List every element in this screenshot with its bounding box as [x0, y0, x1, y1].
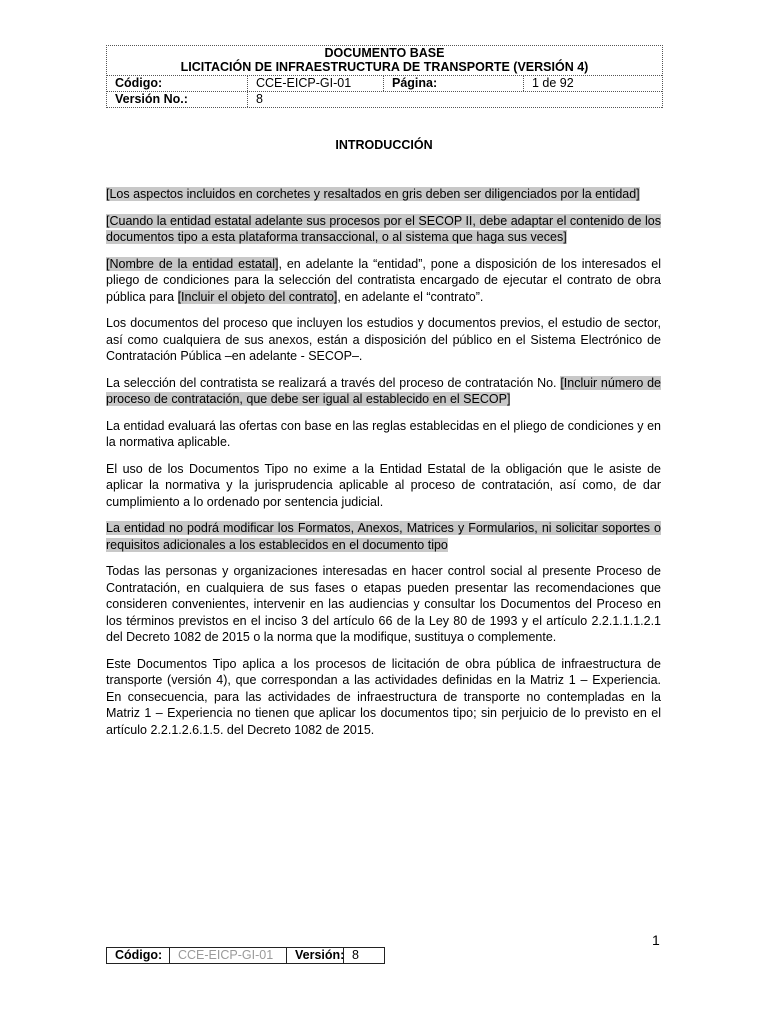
footer-version-label: Versión: [287, 948, 344, 963]
highlight-text: [Incluir el objeto del contrato] [177, 289, 338, 304]
header-row-code [107, 76, 662, 92]
paragraph-text: La selección del contratista se realizará a través del proceso de contratación No. [106, 375, 561, 390]
paragraph-3 [106, 256, 661, 306]
highlight-text: [Nombre de la entidad estatal] [106, 256, 279, 271]
paragraph-8 [106, 520, 661, 553]
version-value: 8 [256, 92, 263, 106]
header-title-line2: LICITACIÓN DE INFRAESTRUCTURA DE TRANSPORTE (VERSIÓN 4) [180, 60, 589, 74]
paragraph-text: , en adelante el “contrato”. [337, 289, 484, 304]
footer-codigo-label: Código: [107, 948, 170, 963]
header-table [106, 45, 663, 108]
paragraph-text: , en adelante la “entidad”, pone a disposición de los interesados el pliego de condiciones para la selección del contratista encargado de ejecutar el contrato de obra pública para [106, 256, 661, 304]
footer-codigo-value: CCE-EICP-GI-01 [170, 948, 287, 963]
paragraph-10: Este Documentos Tipo aplica a los procesos de licitación de obra pública de infraestructura de transporte (versión 4), que correspondan a las actividades definidas en la Matriz 1 – Experiencia. En consecuencia, para las actividades de infraestructura de transporte no contempladas en la Matriz 1 – Experiencia no tienen que aplicar los documentos tipo; sin perjuicio de lo previsto en el artículo 2.2.1.2.6.1.5. del Decreto 1082 de 2015. [106, 656, 661, 737]
footer-table [106, 947, 385, 964]
footer-version-value: 8 [352, 948, 359, 962]
version-label: Versión No.: [107, 92, 248, 107]
paragraph-7: El uso de los Documentos Tipo no exime a la Entidad Estatal de la obligación que le asiste de aplicar la normativa y la jurisprudencia aplicable al proceso de contratación, así como, de dar cumplimiento a lo ordenado por sentencia judicial. [106, 461, 661, 509]
highlight-text: [Incluir número de proceso de contratación, que debe ser igual al establecido en el SECOP] [106, 375, 661, 406]
paragraph-1 [106, 186, 661, 203]
document-body [106, 186, 661, 748]
header-title-line1: DOCUMENTO BASE [324, 46, 445, 60]
codigo-value: CCE-EICP-GI-01 [248, 76, 384, 91]
paragraph-5 [106, 375, 661, 408]
paragraph-2 [106, 213, 661, 246]
pagina-label: Página: [384, 76, 524, 91]
highlight-text: [Los aspectos incluidos en corchetes y resaltados en gris deben ser diligenciados por la entidad] [106, 187, 640, 201]
paragraph-4: Los documentos del proceso que incluyen los estudios y documentos previos, el estudio de sector, así como cualquiera de sus anexos, están a disposición del público en el Sistema Electrónico de Contratación Pública –en adelante - SECOP–. [106, 316, 661, 363]
pagina-value: 1 de 92 [532, 76, 574, 90]
header-title [107, 46, 662, 76]
codigo-label: Código: [107, 76, 248, 91]
header-row-version [107, 92, 662, 108]
paragraph-6: La entidad evaluará las ofertas con base en las reglas establecidas en el pliego de condiciones y en la normativa aplicable. [106, 418, 661, 449]
highlight-text: La entidad no podrá modificar los Formatos, Anexos, Matrices y Formularios, ni solicitar soportes o requisitos adicionales a los establecidos en el documento tipo [106, 521, 661, 552]
section-heading: INTRODUCCIÓN [335, 138, 433, 152]
page-number: 1 [652, 932, 660, 948]
paragraph-9: Todas las personas y organizaciones interesadas en hacer control social al presente Proceso de Contratación, en cualquiera de sus fases o etapas pueden presentar las recomendaciones que consideren convenientes, intervenir en las audiencias y consultar los Documentos del Proceso en los términos previstos en el inciso 3 del artículo 66 de la Ley 80 de 1993 y el artículo 2.2.1.1.1.2.1 del Decreto 1082 de 2015 o la norma que la modifique, sustituya o complemente. [106, 564, 661, 644]
highlight-text: [Cuando la entidad estatal adelante sus procesos por el SECOP II, debe adaptar el contenido de los documentos tipo a esta plataforma transaccional, o al sistema que haga sus veces] [106, 213, 661, 244]
